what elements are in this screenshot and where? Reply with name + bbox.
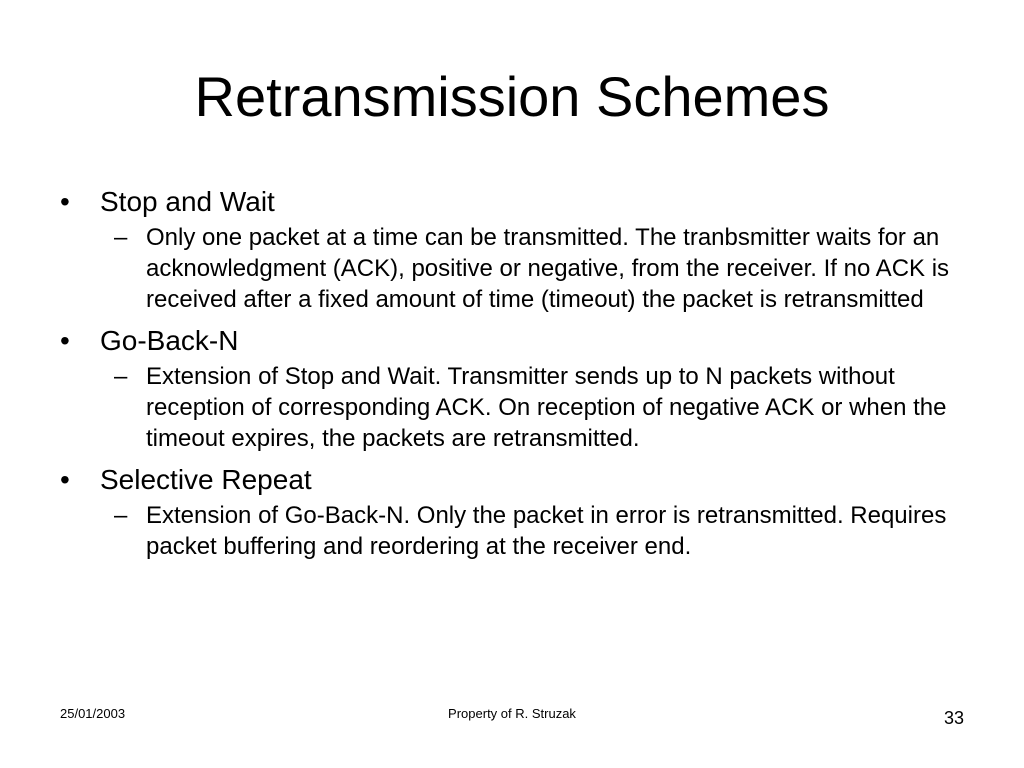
bullet-label: Selective Repeat xyxy=(100,464,312,495)
slide-title: Retransmission Schemes xyxy=(194,65,830,128)
sub-bullet-marker: – xyxy=(114,502,128,529)
bullet-label: Go-Back-N xyxy=(100,325,239,356)
footer-date: 25/01/2003 xyxy=(60,706,126,721)
sub-bullet-text: Extension of Go-Back-N. Only the packet in error is retransmitted. Requires packet buffering and reordering at the receiver end. xyxy=(146,502,947,560)
bullet-label: Stop and Wait xyxy=(100,186,275,217)
bullet-go-back-n xyxy=(60,321,960,361)
sub-bullet-marker: – xyxy=(114,224,128,251)
sub-bullet-go-back-n xyxy=(60,361,960,454)
bullet-stop-and-wait xyxy=(60,182,960,222)
sub-bullet-text: Only one packet at a time can be transmitted. The tranbsmitter waits for an acknowledgment (ACK), positive or negative, from the receiver. If no ACK is received after a fixed amount of time (timeout) the packet is retransmitted xyxy=(146,224,950,313)
bullet-marker: • xyxy=(60,464,70,495)
sub-bullet-stop-and-wait xyxy=(60,222,960,315)
sub-bullet-selective-repeat xyxy=(60,500,960,562)
bullet-selective-repeat xyxy=(60,460,960,500)
slide-content xyxy=(60,182,960,568)
bullet-marker: • xyxy=(60,186,70,217)
footer-owner: Property of R. Struzak xyxy=(448,706,576,721)
sub-bullet-marker: – xyxy=(114,363,128,390)
page-number: 33 xyxy=(943,708,964,728)
bullet-marker: • xyxy=(60,325,70,356)
sub-bullet-text: Extension of Stop and Wait. Transmitter sends up to N packets without reception of corresponding ACK. On reception of negative ACK or when the timeout expires, the packets are retransmitted. xyxy=(146,363,947,452)
